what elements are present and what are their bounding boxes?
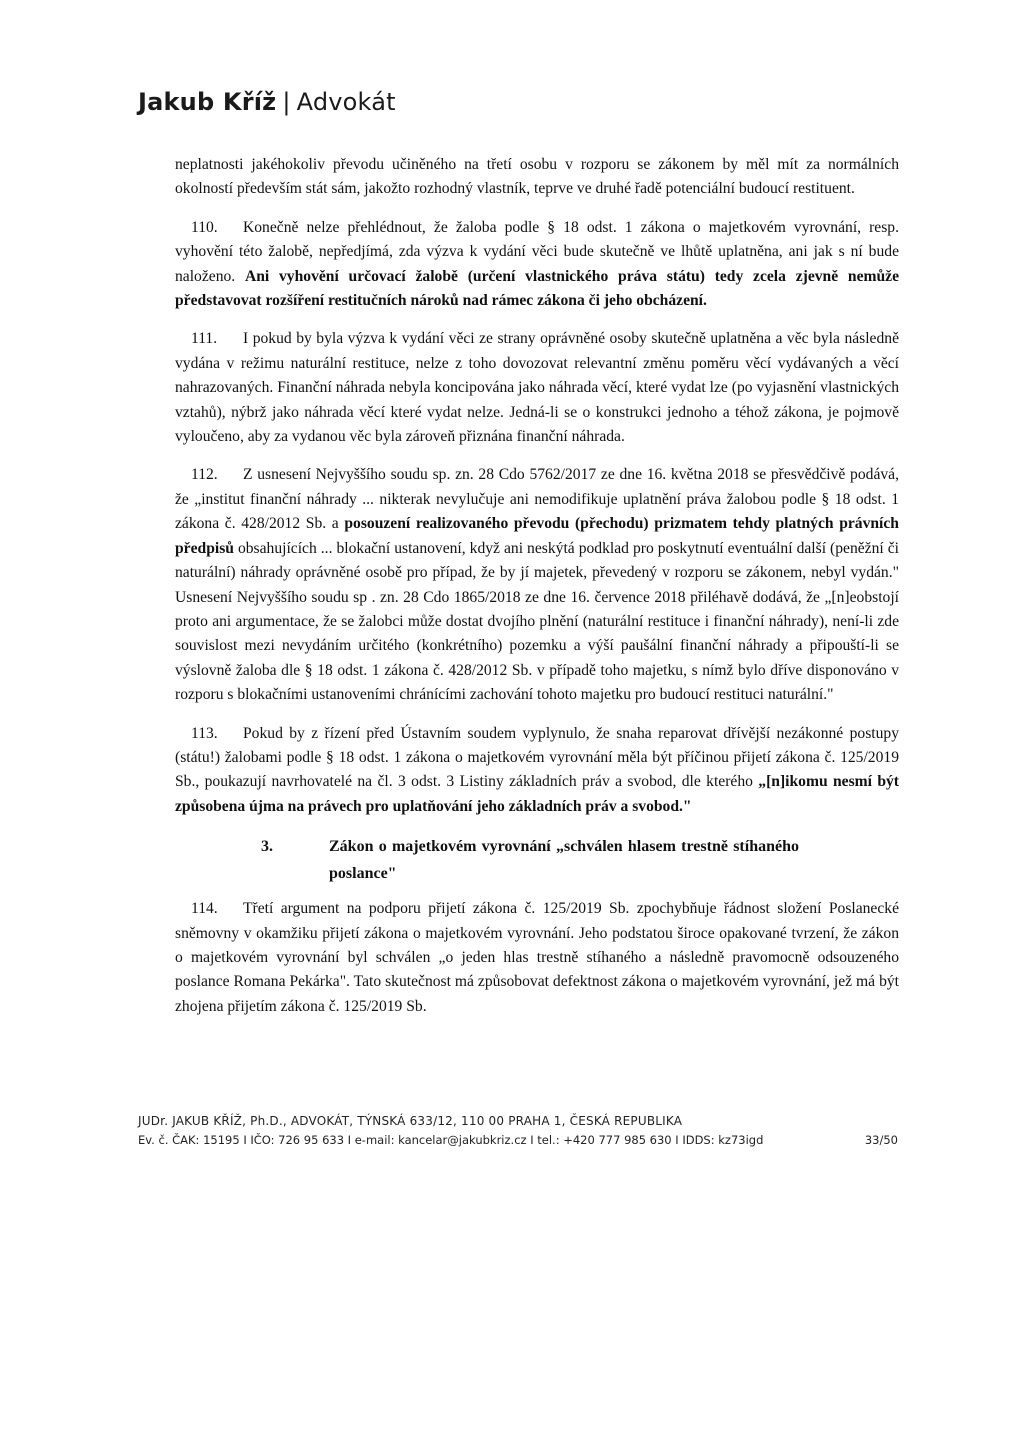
paragraph-continuation: neplatnosti jakéhokoliv převodu učiněného na třetí osobu v rozporu se zákonem by měl mít za normálních okolností především stát sám, jakožto rozhodný vlastník, teprve ve druhé řadě potenciální budoucí restituent. xyxy=(175,156,899,198)
lawyer-role: Advokát xyxy=(296,88,396,116)
footer-address: JUDr. JAKUB KŘÍŽ, Ph.D., ADVOKÁT, TÝNSKÁ 633/12, 110 00 PRAHA 1, ČESKÁ REPUBLIKA xyxy=(138,1114,683,1128)
paragraph-114 xyxy=(175,897,899,1019)
paragraph-text: Pokud by z řízení před Ústavním soudem vyplynulo, že snaha reparovat dřívější nezákonné postupy (státu!) žalobami podle § 18 odst. 1 zákona o majetkovém vyrovnání měla být příčinou přijetí zákona č. 125/2019 Sb., poukazují navrhovatelé na čl. 3 odst. 3 Listiny základních práv a svobod, dle kterého xyxy=(175,724,899,791)
paragraph-number: 111. xyxy=(191,330,218,348)
section-heading xyxy=(175,833,899,887)
section-title: Zákon o majetkovém vyrovnání „schválen hlasem trestně stíhaného poslance" xyxy=(329,838,799,883)
document-body xyxy=(175,155,899,1033)
paragraph-number: 110. xyxy=(191,218,218,236)
paragraph-113 xyxy=(175,722,899,820)
section-number: 3. xyxy=(261,838,273,856)
letterhead xyxy=(138,88,396,116)
paragraph-emphasis: „[n]ikomu nesmí být způsobena újma na právech pro uplatňování jeho základních práv a svobod." xyxy=(175,773,899,815)
paragraph-text: Třetí argument na podporu přijetí zákona č. 125/2019 Sb. zpochybňuje řádnost složení Poslanecké sněmovny v okamžiku přijetí zákona o majetkovém vyrovnání. Jeho podstatou široce opakované tvrzení, že zákon o majetkovém vyrovnání byl schválen „o jeden hlas trestně stíhaného a následně pravomocně odsouzeného poslance Romana Pekárka". Tato skutečnost má způsobovat defektnost zákona o majetkovém vyrovnání, jež má být zhojena přijetím zákona č. 125/2019 Sb. xyxy=(175,900,899,1015)
paragraph-text: Konečně nelze přehlédnout, že žaloba podle § 18 odst. 1 zákona o majetkovém vyrovnání, resp. vyhovění této žalobě, nepředjímá, zda výzva k vydání věci bude skutečně ve lhůtě uplatněna, ani jak s ní bude naloženo. xyxy=(175,218,899,285)
paragraph-text-continued: obsahujících ... blokační ustanovení, když ani neskýtá podklad pro poskytnutí eventuální další (peněžní či naturální) náhrady oprávněné osobě pro případ, že by jí majetek, převedený v rozporu se zákonem, nebyl vydán." Usnesení Nejvyššího soudu sp . zn. 28 Cdo 1865/2018 ze dne 16. července 2018 přiléhavě dodává, že „[n]eobstojí proto ani argumentace, že se žalobci může dostat dvojího plnění (naturální restituce i finanční náhrady), není-li zde souvislost mezi nevydáním určitého (konkrétního) pozemku a výší paušální finanční náhrady a připouští-li se výslovně žaloba dle § 18 odst. 1 zákona č. 428/2012 Sb. v případě toho majetku, s nímž bylo dříve disponováno v rozporu s blokačními ustanoveními chránícími zachování tohoto majetku pro budoucí restituci naturální." xyxy=(175,539,899,704)
paragraph-number: 114. xyxy=(191,900,218,918)
paragraph-110 xyxy=(175,216,899,314)
page-footer xyxy=(138,1114,898,1147)
paragraph-text: Z usnesení Nejvyššího soudu sp. zn. 28 Cdo 5762/2017 ze dne 16. května 2018 se přesvědčivě podává, že „institut finanční náhrady ... nikterak nevylučuje ani nemodifikuje uplatnění práva žalobou podle § 18 odst. 1 zákona č. 428/2012 Sb. a xyxy=(175,466,899,533)
letterhead-separator: | xyxy=(282,88,291,116)
paragraph-112 xyxy=(175,463,899,707)
footer-contacts: Ev. č. ČAK: 15195 I IČO: 726 95 633 I e-mail: kancelar@jakubkriz.cz I tel.: +420 777 985 630 I IDDS: kz73igd xyxy=(138,1133,764,1147)
lawyer-name: Jakub Kříž xyxy=(138,88,277,116)
paragraph-111 xyxy=(175,327,899,449)
paragraph-number: 113. xyxy=(191,724,218,742)
footer-contact-row xyxy=(138,1133,898,1147)
paragraph-emphasis: posouzení realizovaného převodu (přechodu) prizmatem tehdy platných právních předpisů xyxy=(175,515,899,557)
page-number: 33/50 xyxy=(864,1133,898,1147)
paragraph-emphasis: Ani vyhovění určovací žalobě (určení vlastnického práva státu) tedy zcela zjevně nemůže představovat rozšíření restitučních nároků nad rámec zákona či jeho obcházení. xyxy=(175,267,899,310)
paragraph-number: 112. xyxy=(191,466,218,484)
paragraph-text: I pokud by byla výzva k vydání věci ze strany oprávněné osoby skutečně uplatněna a věc byla následně vydána v režimu naturální restituce, nelze z toho dovozovat relevantní změnu poměru věcí vydávaných a věcí nahrazovaných. Finanční náhrada nebyla koncipována jako náhrada věcí, které vydat lze (po vyjasnění vlastnických vztahů), nýbrž jako náhrada věcí které vydat nelze. Jedná-li se o konstrukci jednoho a téhož zákona, je pojmově vyloučeno, aby za vydanou věc byla zároveň přiznána finanční náhrada. xyxy=(175,330,899,446)
